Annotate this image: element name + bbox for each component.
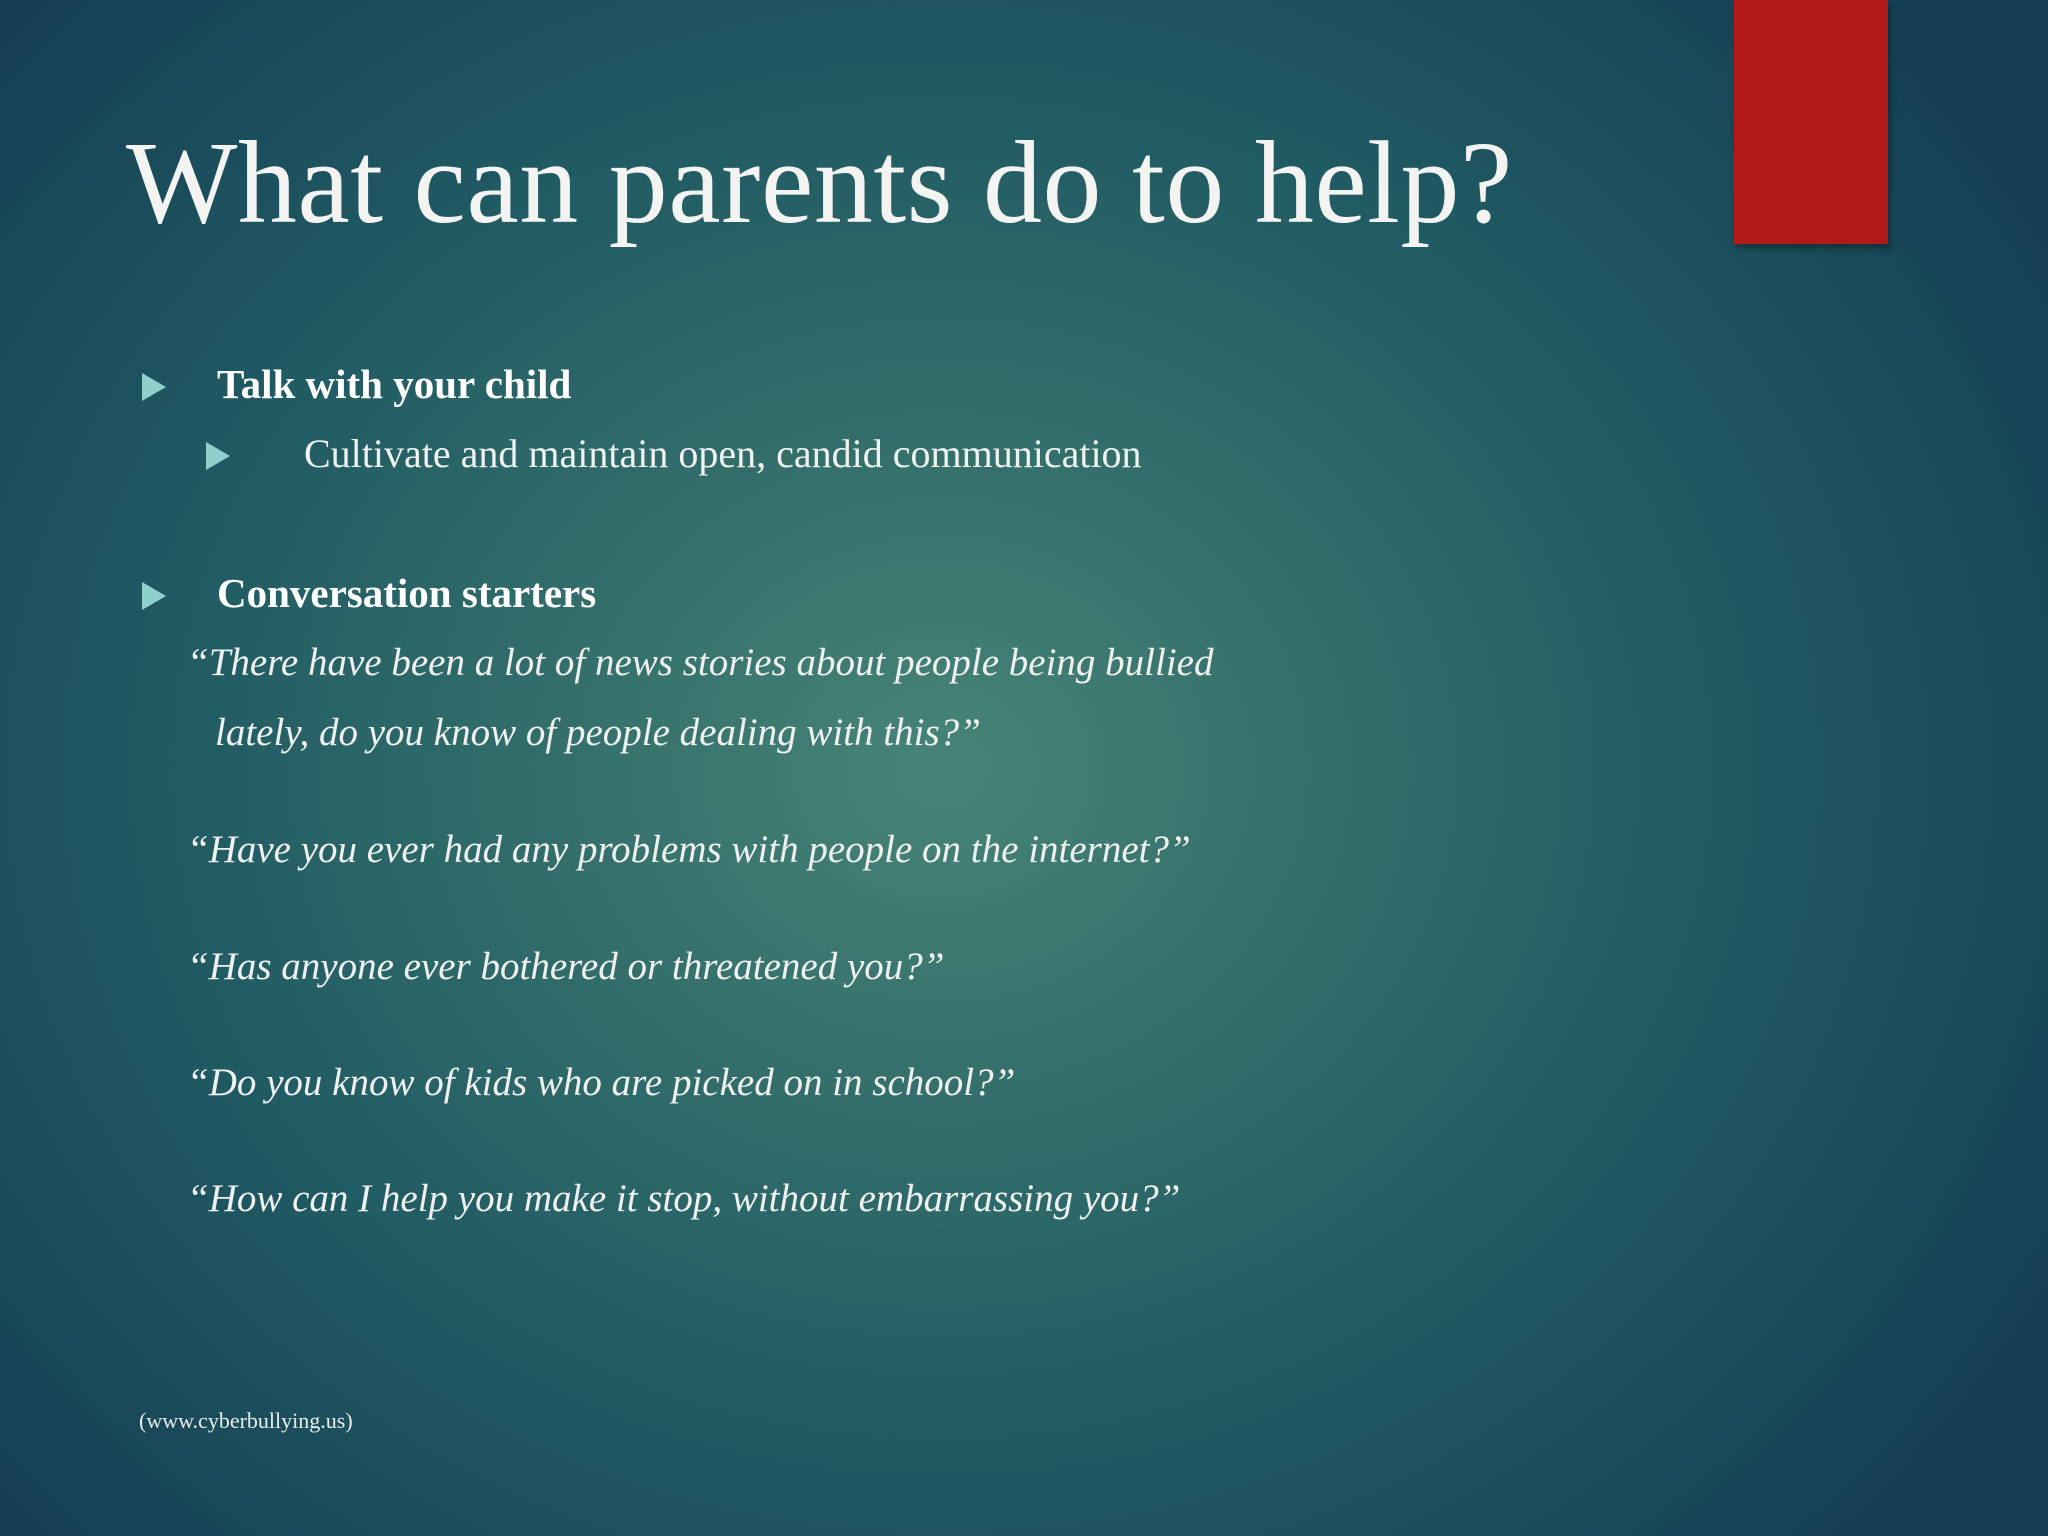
- accent-bar: [1734, 0, 1888, 244]
- bullet-conversation-starters: Conversation starters: [217, 570, 597, 616]
- quote-internet-problems: “Have you ever had any problems with people on the internet?”: [187, 828, 1191, 871]
- triangle-bullet-icon: [142, 582, 166, 610]
- triangle-bullet-icon: [142, 373, 166, 401]
- quote-news-stories-line-2: lately, do you know of people dealing with this?”: [215, 711, 981, 754]
- slide-title: What can parents do to help?: [126, 117, 1513, 248]
- sub-bullet-communication: Cultivate and maintain open, candid communication: [304, 431, 1142, 476]
- triangle-bullet-icon: [206, 442, 230, 470]
- bullet-talk-with-child: Talk with your child: [217, 361, 572, 407]
- quote-help-make-stop: “How can I help you make it stop, without embarrassing you?”: [187, 1177, 1181, 1220]
- quote-picked-on-school: “Do you know of kids who are picked on in school?”: [187, 1061, 1016, 1104]
- quote-news-stories-line-1: “There have been a lot of news stories about people being bullied: [187, 641, 1214, 684]
- source-citation: (www.cyberbullying.us): [139, 1408, 353, 1433]
- quote-bothered-threatened: “Has anyone ever bothered or threatened you?”: [187, 945, 945, 988]
